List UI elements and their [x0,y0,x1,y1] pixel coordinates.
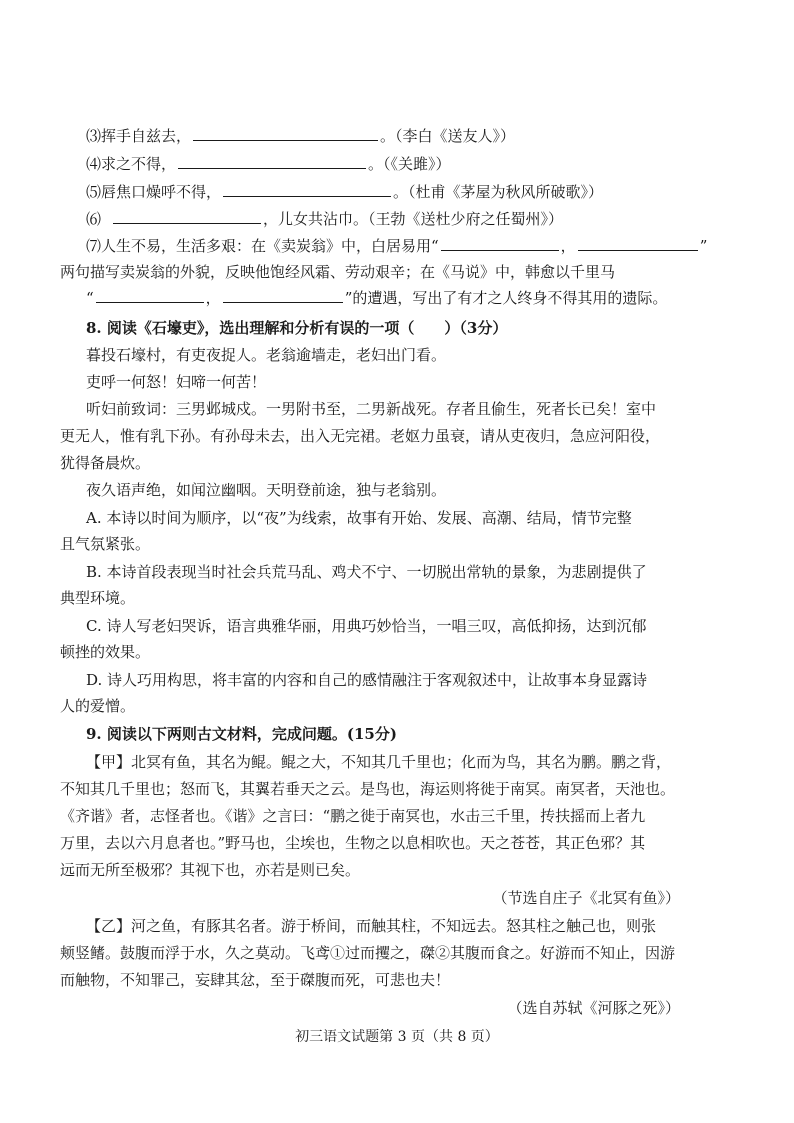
page-footer: 初三语文试题第 3 页（共 8 页） [295,1029,499,1045]
q7-comma-1: ， [560,237,576,255]
q8-poem-line: 听妇前致词：三男邺城戍。一男附书至，二男新战死。存者且偷生，死者长已矣！室中 [86,400,657,418]
q9-yi-line: 颊竖鳍。鼓腹而浮于水，久之莫动。飞鸢①过而攫之，磔②其腹而食之。好游而不知止，因游 [60,944,676,962]
q5-prompt: ⑸唇焦口燥呼不得， [86,183,222,201]
q8-option-b[interactable]: B. 本诗首段表现当时社会兵荒马乱、鸡犬不宁、一切脱出常轨的景象，为悲剧提供了 [86,563,647,581]
q6-source: ，儿女共沾巾。（王勃《送杜少府之任蜀州》） [263,210,564,228]
q8-option-a[interactable]: A. 本诗以时间为顺序，以“夜”为线索，故事有开始、发展、高潮、结局，情节完整 [86,509,632,527]
poem-q4 [86,154,686,174]
q8-option-c[interactable]: C. 诗人写老妇哭诉，语言典雅华丽，用典巧妙恰当，一唱三叹，高低抑扬，达到沉郁 [86,617,647,635]
q8-poem-line: 犹得备晨炊。 [60,454,151,472]
q7-blank-1[interactable] [441,236,559,251]
q9-jia-line: 不知其几千里也；怒而飞，其翼若垂天之云。是鸟也，海运则将徙于南冥。南冥者，天池也。 [60,780,676,798]
poem-q5 [86,182,686,202]
q5-source: 。（杜甫《茅屋为秋风所破歌》） [393,183,604,201]
q7-quote-close-1: ” [699,237,708,255]
q7-blank-3[interactable] [96,288,204,303]
q9-jia-source: （节选自庄子《北冥有鱼》） [492,889,680,907]
q9-jia-line: 万里，去以六月息者也。”野马也，尘埃也，生物之以息相吹也。天之苍苍，其正色邪？其 [60,834,646,852]
q8-poem-line: 吏呼一何怒！妇啼一何苦！ [86,373,267,391]
q8-option-b-cont: 典型环境。 [60,589,136,607]
q7-prompt: ⑺人生不易，生活多艰：在《卖炭翁》中，白居易用“ [86,237,439,255]
q9-yi-line: 【乙】河之鱼，有豚其名者。游于桥间，而触其柱，不知远去。怒其柱之触己也，则张 [86,917,657,935]
poem-q3 [86,126,686,146]
q3-blank[interactable] [193,126,378,141]
q4-prompt: ⑷求之不得， [86,155,177,173]
q3-source: 。（李白《送友人》） [380,127,516,145]
q8-title: 8. 阅读《石壕吏》，选出理解和分析有误的一项（ ）（3分） [86,319,508,337]
q9-jia-line: 远而无所至极邪？其视下也，亦若是则已矣。 [60,861,361,879]
q7-quote-open: “ [86,289,94,307]
q8-option-d[interactable]: D. 诗人巧用构思，将丰富的内容和自己的感情融注于客观叙述中，让故事本身显露诗 [86,671,648,689]
q3-prompt: ⑶挥手自兹去， [86,127,192,145]
q9-title: 9. 阅读以下两则古文材料，完成问题。(15分) [86,725,397,743]
q4-source: 。（《关雎》） [368,155,451,173]
poem-q6 [86,209,686,229]
q8-poem-line: 暮投石壕村，有吏夜捉人。老翁逾墙走，老妇出门看。 [86,346,447,364]
q8-option-c-cont: 顿挫的效果。 [60,643,151,661]
q8-poem-line: 更无人，惟有乳下孙。有孙母未去，出入无完裙。老妪力虽衰，请从吏夜归，急应河阳役， [60,427,661,445]
q8-option-d-cont: 人的爱憎。 [60,697,136,715]
q9-yi-line: 而触物，不知罪己，妄肆其忿，至于磔腹而死，可悲也夫！ [60,971,451,989]
q6-prompt: ⑹ [86,210,102,228]
q4-blank[interactable] [178,154,366,169]
q7-result: ”的遭遇，写出了有才之人终身不得其用的遗际。 [344,289,668,307]
q9-jia-line: 【甲】北冥有鱼，其名为鲲。鲲之大，不知其几千里也；化而为鸟，其名为鹏。鹏之背， [86,753,672,771]
q8-poem-line: 夜久语声绝，如闻泣幽咽。天明登前途，独与老翁别。 [86,481,447,499]
q8-option-a-cont: 且气氛紧张。 [60,535,151,553]
q7-blank-2[interactable] [578,236,698,251]
q9-jia-line: 《齐谐》者，志怪者也。《谐》之言曰：“鹏之徙于南冥也，水击三千里，抟扶摇而上者九 [60,807,646,825]
q7-blank-4[interactable] [223,288,343,303]
q6-blank[interactable] [113,209,261,224]
q7-comma-2: ， [205,289,221,307]
q5-blank[interactable] [223,182,391,197]
poem-q7-line2: 两句描写卖炭翁的外貌，反映他饱经风霜、劳动艰辛；在《马说》中，韩愈以千里马 [60,263,616,281]
q9-yi-source: （选自苏轼《河豚之死》） [507,999,680,1017]
poem-q7-line1 [86,236,708,256]
poem-q7-line3 [86,288,686,308]
